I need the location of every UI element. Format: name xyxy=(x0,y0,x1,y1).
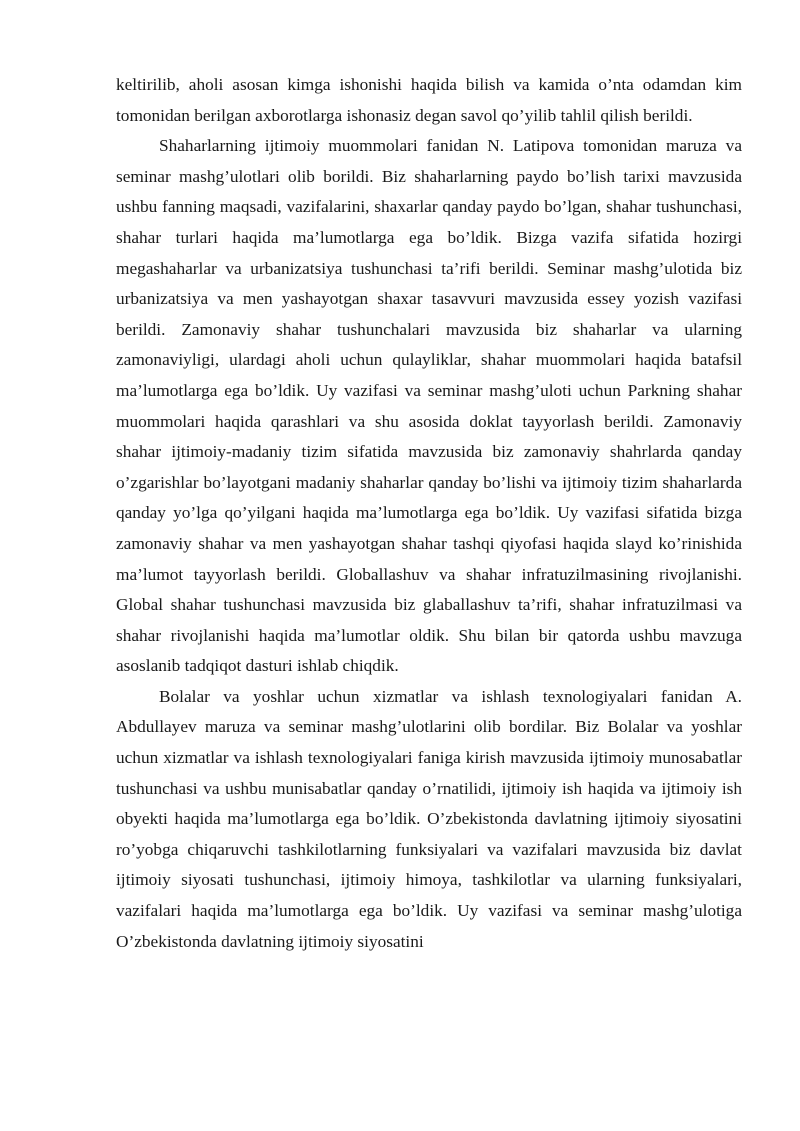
document-page xyxy=(116,70,742,957)
paragraph-urban-social-problems: Shaharlarning ijtimoiy muommolari fanidan N. Latipova tomonidan maruza va seminar mashg’ulotlari olib borildi. Biz shaharlarning paydo bo’lish tarixi mavzusida ushbu fanning maqsadi, vazifalarini, shaxarlar qanday paydo bo’lgan, shahar tushunchasi, shahar turlari haqida ma’lumotlarga ega bo’ldik. Bizga vazifa sifatida hozirgi megashaharlar va urbanizatsiya tushunchasi ta’rifi berildi. Seminar mashg’ulotida biz urbanizatsiya va men yashayotgan shaxar tasavvuri mavzusida essey yozish vazifasi berildi. Zamonaviy shahar tushunchalari mavzusida biz shaharlar va ularning zamonaviyligi, ulardagi aholi uchun qulayliklar, shahar muommolari haqida batafsil ma’lumotlarga ega bo’ldik. Uy vazifasi va seminar mashg’uloti uchun Parkning shahar muommolari haqida qarashlari va shu asosida doklat tayyorlash berildi. Zamonaviy shahar ijtimoiy-madaniy tizim sifatida mavzusida biz zamonaviy shahrlarda qanday o’zgarishlar bo’layotgani madaniy shaharlar qanday bo’lishi va ijtimoiy tizim shaharlarda qanday yo’lga qo’yilgani haqida ma’lumotlarga ega bo’ldik. Uy vazifasi sifatida bizga zamonaviy shahar va men yashayotgan shahar tashqi qiyofasi haqida slayd ko’rinishida ma’lumot tayyorlash berildi. Globallashuv va shahar infratuzilmasining rivojlanishi. Global shahar tushunchasi mavzusida biz glaballashuv ta’rifi, shahar infratuzilmasi va shahar rivojlanishi haqida ma’lumotlar oldik. Shu bilan bir qatorda ushbu mavzuga asoslanib tadqiqot dasturi ishlab chiqdik. xyxy=(116,136,742,676)
paragraph-continuation: keltirilib, aholi asosan kimga ishonishi haqida bilish va kamida o’nta odamdan kim tomonidan berilgan axborotlarga ishonasiz degan savol qo’yilib tahlil qilish berildi. xyxy=(116,75,742,125)
paragraph-youth-services: Bolalar va yoshlar uchun xizmatlar va ishlash texnologiyalari fanidan A. Abdullayev maruza va seminar mashg’ulotlarini olib bordilar. Biz Bolalar va yoshlar uchun xizmatlar va ishlash texnologiyalari faniga kirish mavzusida ijtimoiy munosabatlar tushunchasi va ushbu munisabatlar qanday o’rnatilidi, ijtimoiy ish haqida va ijtimoiy ish obyekti haqida ma’lumotlarga ega bo’ldik. O’zbekistonda davlatning ijtimoiy siyosatini ro’yobga chiqaruvchi tashkilotlarning funksiyalari va vazifalari mavzusida biz davlat ijtimoiy siyosati tushunchasi, ijtimoiy himoya, tashkilotlar va ularning funksiyalari, vazifalari haqida ma’lumotlarga ega bo’ldik. Uy vazifasi va seminar mashg’ulotiga O’zbekistonda davlatning ijtimoiy siyosatini xyxy=(116,686,742,951)
